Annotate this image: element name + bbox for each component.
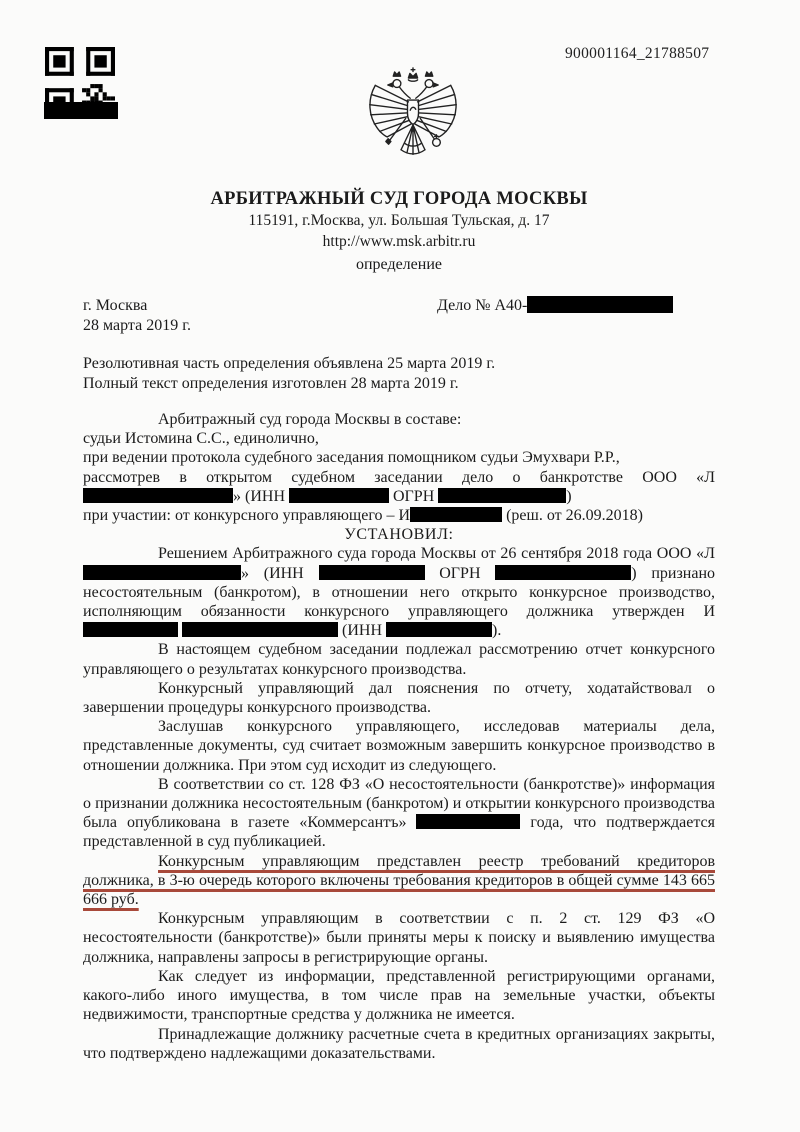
publication-paragraph (83, 775, 715, 852)
redaction-bar (289, 488, 389, 503)
court-website: http://www.msk.arbitr.ru (322, 233, 476, 250)
text-segment: Принадлежащие должнику расчетные счета в кредитных организациях закрыты, что подтверждено надлежащими доказательствами. (83, 1025, 715, 1062)
text-segment: (реш. от 26.09.2018) (502, 507, 643, 525)
text-segment: » (ИНН (233, 487, 289, 505)
case-subject-line (83, 468, 715, 506)
text-segment: Конкурсный управляющий дал пояснения по отчету, ходатайствовал о завершении процедуры конкурсного производства. (83, 679, 715, 717)
text-segment: В настоящем судебном заседании подлежал рассмотрению отчет конкурсного управляющего о результатах конкурсного производства. (83, 641, 715, 678)
text-segment: рассмотрев в открытом судебном заседании дело о банкротстве ООО «Л (83, 468, 715, 486)
accounts-closed-paragraph (83, 1025, 715, 1063)
redaction-bar (83, 565, 241, 580)
place-line: г. Москва (83, 297, 148, 314)
no-assets-paragraph (83, 967, 715, 1025)
text-segment: Решением Арбитражного суда города Москвы от 26 сентября 2018 года ООО «Л (158, 545, 715, 563)
document-number: 900001164_21788507 (565, 45, 710, 62)
text-segment: Арбитражный суд города Москвы в составе: (158, 411, 462, 428)
court-composition-line (83, 410, 715, 429)
text-segment: ). (492, 622, 502, 640)
case-number-line (437, 296, 673, 316)
participants-line (83, 506, 715, 525)
text-segment: Конкурсным управляющим представлен реестр требований кредиторов должника, в 3-ю очередь которого включены требования кредиторов в общей сумме 143 665 666 руб. (83, 852, 715, 909)
court-name: АРБИТРАЖНЫЙ СУД ГОРОДА МОСКВЫ (210, 189, 588, 209)
text-segment: ) (566, 487, 572, 505)
document-body (83, 410, 715, 1063)
text-segment: Как следует из информации, представленной регистрирующими органами, какого-либо иного имущества, в том числе прав на земельные участки, объекты недвижимости, транспортные средства у должника не имеется. (83, 967, 715, 1024)
redaction-bar (410, 507, 502, 522)
text-segment: при ведении протокола судебного заседания помощником судьи Эмухвари Р.Р., (83, 449, 620, 467)
text-segment: при участии: от конкурсного управляющего – И (83, 507, 411, 525)
coat-of-arms-double-headed-eagle-icon (367, 64, 459, 184)
case-number-label: Дело № А40- (437, 297, 528, 314)
text-segment: (ИНН (338, 622, 386, 640)
clerk-line (83, 448, 715, 467)
document-type-label: определение (355, 256, 442, 273)
text-segment: года, что подтверждается представленной в суд публикацией. (83, 814, 715, 851)
established-heading: УСТАНОВИЛ: (344, 526, 454, 544)
manager-report-paragraph (83, 679, 715, 717)
date-line: 28 марта 2019 г. (83, 317, 191, 334)
creditors-registry-paragraph (83, 852, 715, 910)
qr-redaction-bar (44, 102, 118, 119)
text-segment: » (ИНН (241, 564, 319, 582)
redaction-bar (386, 622, 492, 637)
redaction-bar (83, 622, 178, 637)
redaction-bar (416, 814, 520, 829)
redaction-bar (495, 565, 631, 580)
document-content (83, 188, 715, 1063)
case-number-redaction-bar (527, 296, 673, 313)
qr-code (45, 47, 115, 117)
text-segment: ОГРН (424, 564, 496, 582)
court-conclusion-paragraph (83, 717, 715, 775)
redaction-bar (438, 488, 566, 503)
text-segment: судьи Истомина С.С., единолично, (83, 430, 319, 448)
court-address: 115191, г.Москва, ул. Большая Тульская, д. 17 (248, 212, 550, 229)
text-segment: Заслушав конкурсного управляющего, исследовав материалы дела, представленные документы, суд считает возможным завершить конкурсное производство в отношении должника. При этом суд исходит из следующего. (83, 718, 715, 774)
text-segment: В соответствии со ст. 128 ФЗ «О несостоятельности (банкротстве)» информация о признании должника несостоятельным (банкротом) и открытии конкурсного производства была опубликована в газете «Коммерсантъ» (83, 775, 715, 832)
resolution-announced-line: Резолютивная часть определения объявлена 25 марта 2019 г. (83, 355, 496, 372)
full-text-line: Полный текст определения изготовлен 28 марта 2019 г. (83, 375, 459, 392)
redaction-bar (182, 622, 338, 637)
redaction-bar (83, 488, 233, 503)
text-segment: Конкурсным управляющим в соответствии с п. 2 ст. 129 ФЗ «О несостоятельности (банкротстве)» были приняты меры к поиску и выявлению имущества должника, направлены запросы в регистрирующие органы. (83, 910, 715, 966)
ruling-paragraph (83, 544, 715, 640)
hearing-subject-paragraph (83, 640, 715, 678)
judge-line (83, 429, 715, 448)
case-block (83, 296, 715, 336)
text-segment: ) признано несостоятельным (банкротом), в отношении него открыто конкурсное производство, исполняющим обязанности конкурсного управляющего должника утвержден И (83, 564, 716, 621)
resolution-block (83, 354, 715, 394)
text-segment: ОГРН (389, 487, 439, 505)
asset-search-paragraph (83, 909, 715, 967)
redaction-bar (319, 565, 425, 580)
